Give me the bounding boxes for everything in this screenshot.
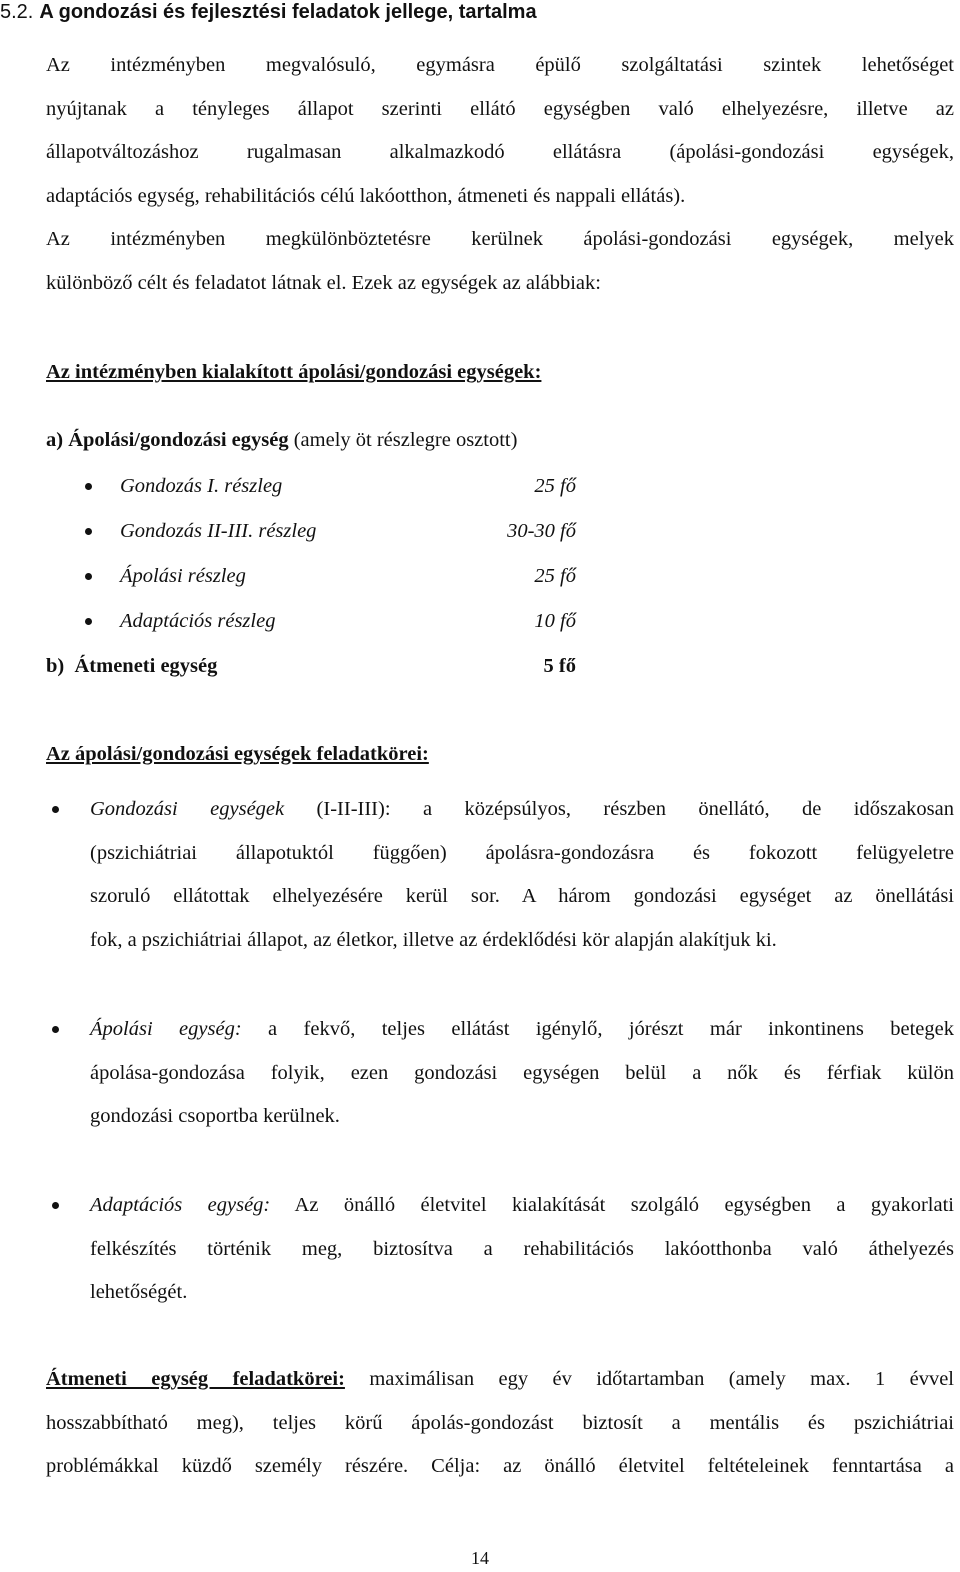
sub-unit-name: Ápolási részleg xyxy=(120,565,246,587)
intro-line: állapotváltozáshoz rugalmasan alkalmazkodó ellátásra (ápolási-gondozási egységek, xyxy=(46,141,954,164)
bullet-icon xyxy=(52,806,59,813)
sub-unit-name: Gondozás II-III. részleg xyxy=(120,520,317,542)
task-line: (I-II-III): a középsúlyos, részben önellátó, de időszakosan xyxy=(284,798,955,820)
task-line: gondozási csoportba kerülnek. xyxy=(90,1105,340,1128)
unit-b-prefix: b) xyxy=(46,655,65,677)
bullet-icon xyxy=(85,618,92,625)
bullet-icon xyxy=(85,528,92,535)
intro-line: adaptációs egység, rehabilitációs célú lakóotthon, átmeneti és nappali ellátás). xyxy=(46,184,686,207)
task-term: Ápolási egység: xyxy=(90,1018,242,1040)
task-line: Az önálló életvitel kialakítását szolgáló egységben a gyakorlati xyxy=(270,1194,954,1216)
unit-b-label: Átmeneti egység xyxy=(74,655,218,677)
unit-a xyxy=(46,426,517,454)
unit-b-count: 5 fő xyxy=(543,655,576,677)
task-line: (pszichiátriai állapotuktól függően) ápolásra-gondozásra és fokozott felügyeletre xyxy=(90,841,954,864)
section-heading xyxy=(0,0,537,24)
task-line: a fekvő, teljes ellátást igénylő, jórészt már inkontinens betegek xyxy=(241,1018,954,1040)
task-line: szoruló ellátottak elhelyezésére kerül sor. A három gondozási egységet az önellátási xyxy=(90,885,954,908)
bullet-icon xyxy=(52,1026,59,1033)
intro-line: Az intézményben megkülönböztetésre kerülnek ápolási-gondozási egységek, melyek xyxy=(46,228,954,251)
task-term: Gondozási egységek xyxy=(90,798,285,820)
transition-line: maximálisan egy év időtartamban (amely max. 1 évvel xyxy=(344,1368,954,1390)
task-line: ápolása-gondozása folyik, ezen gondozási egységen belül a nők és férfiak külön xyxy=(90,1061,954,1084)
sub-unit-count: 30-30 fő xyxy=(507,520,576,542)
sub-unit-count: 25 fő xyxy=(534,565,576,587)
bullet-icon xyxy=(85,573,92,580)
intro-line: Az intézményben megvalósuló, egymásra épülő szolgáltatási szintek lehetőséget xyxy=(46,54,954,76)
unit-a-prefix: a) xyxy=(46,429,64,451)
task-adaptacios xyxy=(90,1184,954,1315)
transition-line: hosszabbítható meg), teljes körű ápolás-gondozást biztosít a mentális és pszichiátriai xyxy=(46,1411,954,1434)
transition-line: problémákkal küzdő személy részére. Célja: az önálló életvitel feltételeinek fenntartása a xyxy=(46,1455,954,1478)
task-apolasi xyxy=(90,1008,954,1139)
task-term: Adaptációs egység: xyxy=(90,1194,271,1216)
task-line: fok, a pszichiátriai állapot, az életkor, illetve az érdeklődési kör alapján alakítjuk ki. xyxy=(90,928,777,951)
task-gondozasi xyxy=(90,788,954,962)
intro-paragraph xyxy=(46,44,954,306)
unit-b xyxy=(46,652,217,680)
unit-a-label: Ápolási/gondozási egység xyxy=(68,429,289,451)
intro-line: nyújtanak a tényleges állapot szerinti ellátó egységben való elhelyezésre, illetve az xyxy=(46,97,954,120)
tasks-heading: Az ápolási/gondozási egységek feladatkörei: xyxy=(46,743,429,765)
task-line: felkészítés történik meg, biztosítva a rehabilitációs lakóotthonba való áthelyezés xyxy=(90,1237,954,1260)
section-number: 5.2. xyxy=(0,1,34,23)
sub-unit-name: Gondozás I. részleg xyxy=(120,475,283,497)
page-number: 14 xyxy=(471,1548,489,1568)
units-heading: Az intézményben kialakított ápolási/gondozási egységek: xyxy=(46,361,542,383)
transition-paragraph xyxy=(46,1358,954,1489)
sub-unit-name: Adaptációs részleg xyxy=(120,610,276,632)
section-title: A gondozási és fejlesztési feladatok jellege, tartalma xyxy=(39,1,537,23)
unit-a-note: (amely öt részlegre osztott) xyxy=(293,429,518,451)
task-line: lehetőségét. xyxy=(90,1281,188,1304)
sub-unit-count: 10 fő xyxy=(534,610,576,632)
transition-term: Átmeneti egység feladatkörei: xyxy=(46,1368,345,1390)
bullet-icon xyxy=(52,1202,59,1209)
sub-unit-count: 25 fő xyxy=(534,475,576,497)
bullet-icon xyxy=(85,483,92,490)
intro-line: különböző célt és feladatot látnak el. Ezek az egységek az alábbiak: xyxy=(46,271,601,294)
